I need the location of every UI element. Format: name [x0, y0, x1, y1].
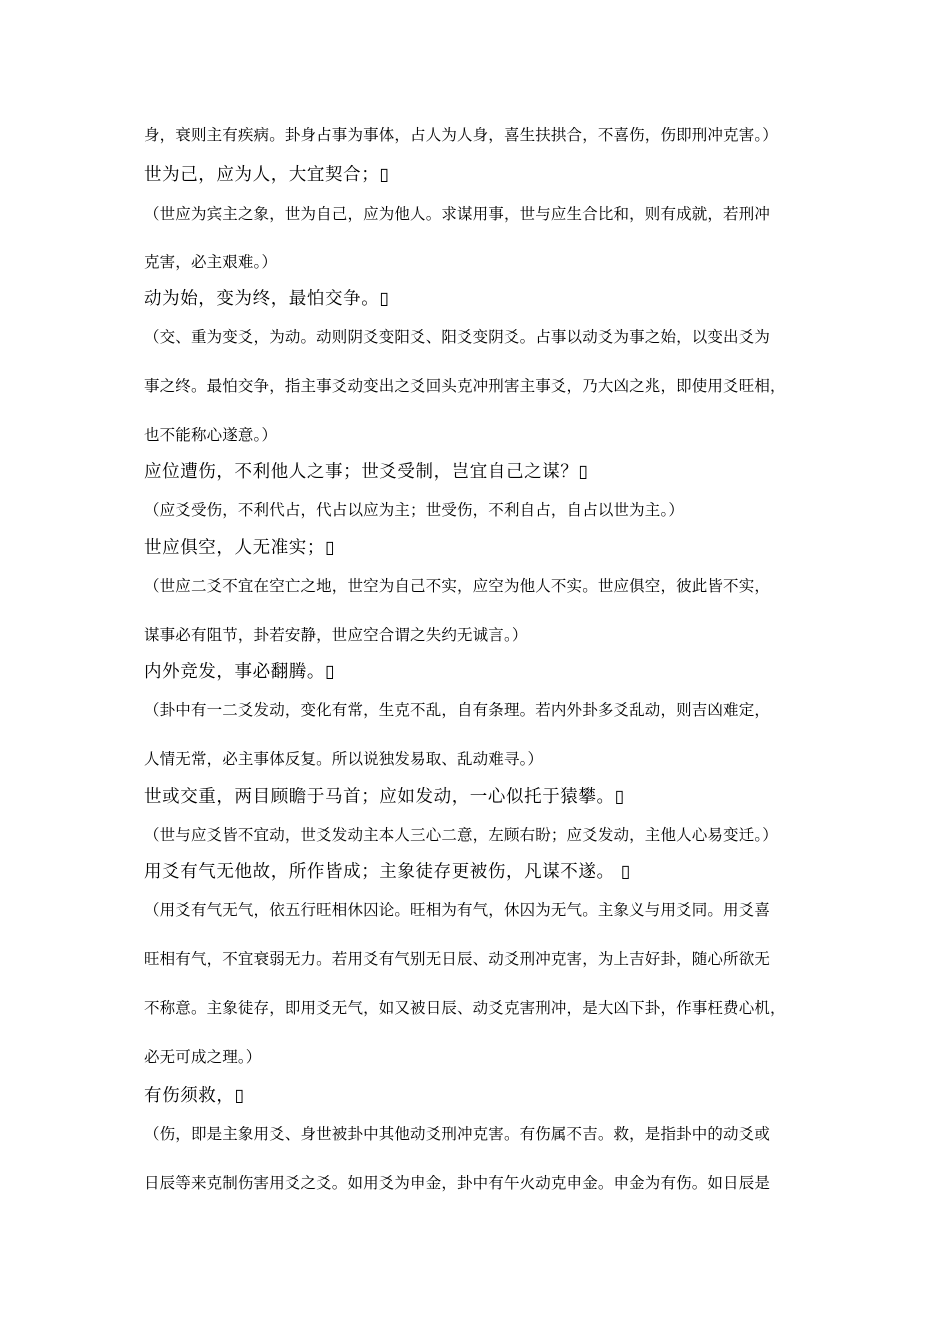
commentary-line: 谋事必有阻节，卦若安静，世应空合谓之失约无诚言。） [144, 626, 528, 644]
missing-glyph-icon: ▯ [234, 1086, 245, 1106]
commentary-line: 日辰等来克制伤害用爻之爻。如用爻为申金，卦中有午火动克申金。申金为有伤。如日辰是 [144, 1174, 771, 1192]
commentary-line: （用爻有气无气，依五行旺相休囚论。旺相为有气，休囚为无气。主象义与用爻同。用爻喜 [144, 901, 771, 919]
commentary-line: 人情无常，必主事体反复。所以说独发易取、乱动难寻。） [144, 750, 544, 768]
commentary-line: （应爻受伤，不利代占，代占以应为主；世受伤，不利自占，自占以世为主。） [144, 501, 685, 519]
commentary-line: 旺相有气，不宜衰弱无力。若用爻有气别无日辰、动爻刑冲克害，为上吉好卦，随心所欲无 [144, 950, 771, 968]
verse-line: 动为始，变为终，最怕交争。▯ [144, 289, 390, 309]
commentary-line: （世应二爻不宜在空亡之地，世空为自己不实，应空为他人不实。世应俱空，彼此皆不实， [144, 577, 771, 595]
missing-glyph-icon: ▯ [379, 289, 390, 309]
missing-glyph-icon: ▯ [325, 662, 336, 682]
commentary-line: 也不能称心遂意。） [144, 426, 278, 444]
verse-line: 有伤须救，▯ [144, 1086, 245, 1106]
commentary-line: （世与应爻皆不宜动，世爻发动主本人三心二意，左顾右盼；应爻发动，主他人心易变迁。） [144, 826, 778, 844]
commentary-line: 事之终。最怕交争，指主事爻动变出之爻回头克冲刑害主事爻，乃大凶之兆，即使用爻旺相， [144, 377, 786, 395]
missing-glyph-icon: ▯ [325, 538, 336, 558]
verse-line: 应位遭伤，不利他人之事；世爻受制，岂宜自己之谋？▯ [144, 462, 589, 482]
verse-line: 用爻有气无他故，所作皆成；主象徒存更被伤，凡谋不遂。 ▯ [144, 862, 632, 882]
commentary-line: （交、重为变爻，为动。动则阴爻变阳爻、阳爻变阴爻。占事以动爻为事之始，以变出爻为 [144, 328, 771, 346]
verse-line: 世为己，应为人，大宜契合；▯ [144, 165, 390, 185]
missing-glyph-icon: ▯ [614, 787, 625, 807]
commentary-line: （世应为宾主之象，世为自己，应为他人。求谋用事，世与应生合比和，则有成就，若刑冲 [144, 205, 771, 223]
commentary-line: 克害，必主艰难。） [144, 253, 278, 271]
commentary-line: 不称意。主象徒存，即用爻无气，如又被日辰、动爻克害刑冲，是大凶下卦，作事枉费心机， [144, 999, 786, 1017]
verse-line: 世应俱空，人无准实；▯ [144, 538, 336, 558]
commentary-line: 必无可成之理。） [144, 1048, 262, 1066]
commentary-line: （伤，即是主象用爻、身世被卦中其他动爻刑冲克害。有伤属不吉。救，是指卦中的动爻或 [144, 1125, 771, 1143]
verse-line: 内外竞发，事必翻腾。▯ [144, 662, 336, 682]
commentary-line: （卦中有一二爻发动，变化有常，生克不乱，自有条理。若内外卦多爻乱动，则吉凶难定， [144, 701, 771, 719]
missing-glyph-icon: ▯ [614, 862, 632, 882]
missing-glyph-icon: ▯ [379, 165, 390, 185]
commentary-line: 身，衰则主有疾病。卦身占事为事体，占人为人身，喜生扶拱合，不喜伤，伤即刑冲克害。） [144, 126, 778, 144]
verse-line: 世或交重，两目顾瞻于马首；应如发动，一心似托于猿攀。▯ [144, 787, 625, 807]
missing-glyph-icon: ▯ [578, 462, 589, 482]
